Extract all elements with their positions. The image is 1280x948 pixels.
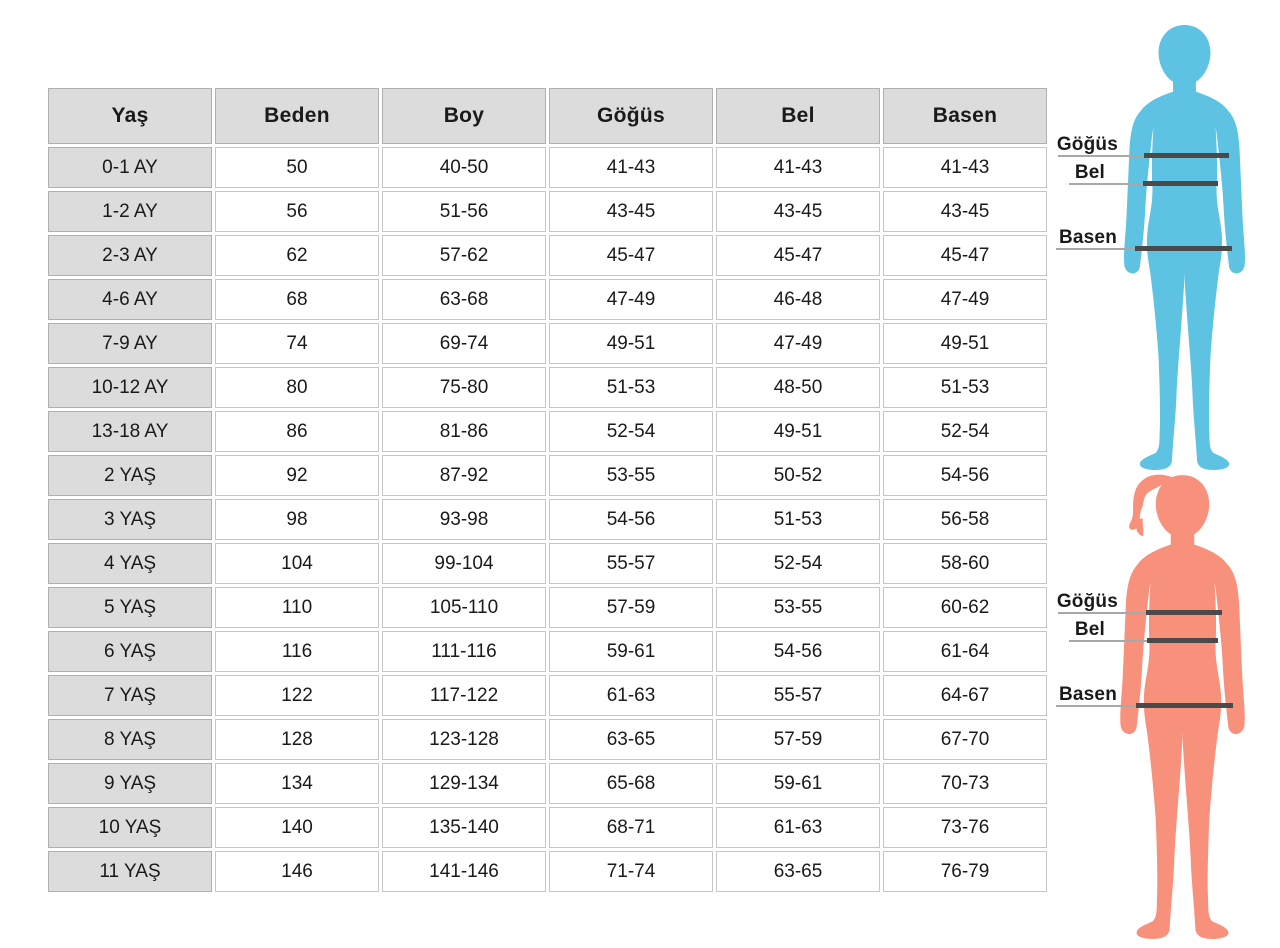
boy-hip-measure-line	[1056, 248, 1137, 250]
value-cell: 43-45	[716, 191, 880, 232]
size-table	[45, 85, 1050, 895]
value-cell: 117-122	[382, 675, 546, 716]
girl-hip-measure-bar	[1136, 703, 1233, 708]
value-cell: 53-55	[716, 587, 880, 628]
column-header: Basen	[883, 88, 1047, 144]
column-header: Beden	[215, 88, 379, 144]
value-cell: 51-53	[883, 367, 1047, 408]
value-cell: 55-57	[549, 543, 713, 584]
ponytail-tip-shape	[1136, 519, 1143, 537]
value-cell: 134	[215, 763, 379, 804]
value-cell: 45-47	[883, 235, 1047, 276]
value-cell: 69-74	[382, 323, 546, 364]
boy-waist-label: Bel	[1074, 162, 1105, 183]
value-cell: 80	[215, 367, 379, 408]
girl-chest-measure-bar	[1146, 610, 1222, 615]
value-cell: 54-56	[716, 631, 880, 672]
age-cell: 5 YAŞ	[48, 587, 212, 628]
age-cell: 4 YAŞ	[48, 543, 212, 584]
value-cell: 57-59	[549, 587, 713, 628]
value-cell: 116	[215, 631, 379, 672]
table-row	[48, 631, 1047, 672]
value-cell: 59-61	[549, 631, 713, 672]
age-cell: 1-2 AY	[48, 191, 212, 232]
value-cell: 123-128	[382, 719, 546, 760]
value-cell: 63-68	[382, 279, 546, 320]
value-cell: 51-56	[382, 191, 546, 232]
table-row	[48, 411, 1047, 452]
age-cell: 4-6 AY	[48, 279, 212, 320]
value-cell: 41-43	[883, 147, 1047, 188]
value-cell: 128	[215, 719, 379, 760]
value-cell: 68-71	[549, 807, 713, 848]
age-cell: 9 YAŞ	[48, 763, 212, 804]
table-row	[48, 543, 1047, 584]
age-cell: 7 YAŞ	[48, 675, 212, 716]
age-cell: 13-18 AY	[48, 411, 212, 452]
age-cell: 6 YAŞ	[48, 631, 212, 672]
size-table-header	[48, 88, 1047, 144]
value-cell: 55-57	[716, 675, 880, 716]
value-cell: 43-45	[549, 191, 713, 232]
table-row	[48, 455, 1047, 496]
value-cell: 61-63	[716, 807, 880, 848]
girl-chest-measure-line	[1058, 612, 1148, 614]
value-cell: 53-55	[549, 455, 713, 496]
boy-chest-measure-bar	[1144, 153, 1229, 158]
age-cell: 8 YAŞ	[48, 719, 212, 760]
value-cell: 67-70	[883, 719, 1047, 760]
value-cell: 41-43	[549, 147, 713, 188]
value-cell: 48-50	[716, 367, 880, 408]
value-cell: 56-58	[883, 499, 1047, 540]
header-row	[48, 88, 1047, 144]
value-cell: 92	[215, 455, 379, 496]
girl-waist-measure-line	[1069, 640, 1149, 642]
value-cell: 141-146	[382, 851, 546, 892]
age-cell: 0-1 AY	[48, 147, 212, 188]
value-cell: 54-56	[549, 499, 713, 540]
value-cell: 70-73	[883, 763, 1047, 804]
value-cell: 43-45	[883, 191, 1047, 232]
value-cell: 50-52	[716, 455, 880, 496]
column-header: Boy	[382, 88, 546, 144]
age-cell: 2 YAŞ	[48, 455, 212, 496]
girl-waist-label: Bel	[1074, 619, 1105, 640]
column-header: Yaş	[48, 88, 212, 144]
age-cell: 7-9 AY	[48, 323, 212, 364]
value-cell: 64-67	[883, 675, 1047, 716]
table-row	[48, 323, 1047, 364]
value-cell: 45-47	[716, 235, 880, 276]
table-row	[48, 763, 1047, 804]
value-cell: 52-54	[883, 411, 1047, 452]
value-cell: 51-53	[716, 499, 880, 540]
value-cell: 62	[215, 235, 379, 276]
value-cell: 45-47	[549, 235, 713, 276]
value-cell: 87-92	[382, 455, 546, 496]
boy-chest-label: Göğüs	[1056, 134, 1118, 155]
boy-waist-measure-line	[1069, 183, 1148, 185]
table-row	[48, 719, 1047, 760]
table-row	[48, 499, 1047, 540]
value-cell: 76-79	[883, 851, 1047, 892]
value-cell: 63-65	[716, 851, 880, 892]
value-cell: 146	[215, 851, 379, 892]
value-cell: 129-134	[382, 763, 546, 804]
value-cell: 52-54	[549, 411, 713, 452]
value-cell: 74	[215, 323, 379, 364]
boy-hip-measure-bar	[1135, 246, 1232, 251]
table-row	[48, 235, 1047, 276]
value-cell: 51-53	[549, 367, 713, 408]
value-cell: 73-76	[883, 807, 1047, 848]
value-cell: 75-80	[382, 367, 546, 408]
size-table-body	[48, 147, 1047, 892]
column-header: Göğüs	[549, 88, 713, 144]
value-cell: 71-74	[549, 851, 713, 892]
value-cell: 58-60	[883, 543, 1047, 584]
value-cell: 98	[215, 499, 379, 540]
table-row	[48, 191, 1047, 232]
value-cell: 47-49	[549, 279, 713, 320]
value-cell: 104	[215, 543, 379, 584]
value-cell: 41-43	[716, 147, 880, 188]
age-cell: 3 YAŞ	[48, 499, 212, 540]
value-cell: 122	[215, 675, 379, 716]
value-cell: 57-59	[716, 719, 880, 760]
value-cell: 46-48	[716, 279, 880, 320]
table-row	[48, 807, 1047, 848]
age-cell: 10-12 AY	[48, 367, 212, 408]
table-row	[48, 279, 1047, 320]
value-cell: 49-51	[549, 323, 713, 364]
age-cell: 10 YAŞ	[48, 807, 212, 848]
value-cell: 61-63	[549, 675, 713, 716]
girl-hip-label: Basen	[1058, 684, 1117, 705]
value-cell: 47-49	[883, 279, 1047, 320]
value-cell: 63-65	[549, 719, 713, 760]
value-cell: 99-104	[382, 543, 546, 584]
value-cell: 52-54	[716, 543, 880, 584]
value-cell: 65-68	[549, 763, 713, 804]
value-cell: 81-86	[382, 411, 546, 452]
girl-hip-measure-line	[1056, 705, 1138, 707]
table-row	[48, 367, 1047, 408]
value-cell: 68	[215, 279, 379, 320]
boy-waist-measure-bar	[1143, 181, 1218, 186]
age-cell: 11 YAŞ	[48, 851, 212, 892]
table-row	[48, 587, 1047, 628]
value-cell: 50	[215, 147, 379, 188]
value-cell: 86	[215, 411, 379, 452]
value-cell: 59-61	[716, 763, 880, 804]
value-cell: 49-51	[883, 323, 1047, 364]
value-cell: 47-49	[716, 323, 880, 364]
value-cell: 49-51	[716, 411, 880, 452]
value-cell: 60-62	[883, 587, 1047, 628]
value-cell: 40-50	[382, 147, 546, 188]
girl-chest-label: Göğüs	[1056, 591, 1118, 612]
table-row	[48, 851, 1047, 892]
value-cell: 110	[215, 587, 379, 628]
value-cell: 135-140	[382, 807, 546, 848]
girl-waist-measure-bar	[1147, 638, 1218, 643]
table-row	[48, 675, 1047, 716]
value-cell: 140	[215, 807, 379, 848]
value-cell: 57-62	[382, 235, 546, 276]
boy-hip-label: Basen	[1058, 227, 1117, 248]
boy-chest-measure-line	[1058, 155, 1146, 157]
column-header: Bel	[716, 88, 880, 144]
value-cell: 105-110	[382, 587, 546, 628]
age-cell: 2-3 AY	[48, 235, 212, 276]
value-cell: 111-116	[382, 631, 546, 672]
table-row	[48, 147, 1047, 188]
value-cell: 93-98	[382, 499, 546, 540]
value-cell: 54-56	[883, 455, 1047, 496]
value-cell: 56	[215, 191, 379, 232]
value-cell: 61-64	[883, 631, 1047, 672]
